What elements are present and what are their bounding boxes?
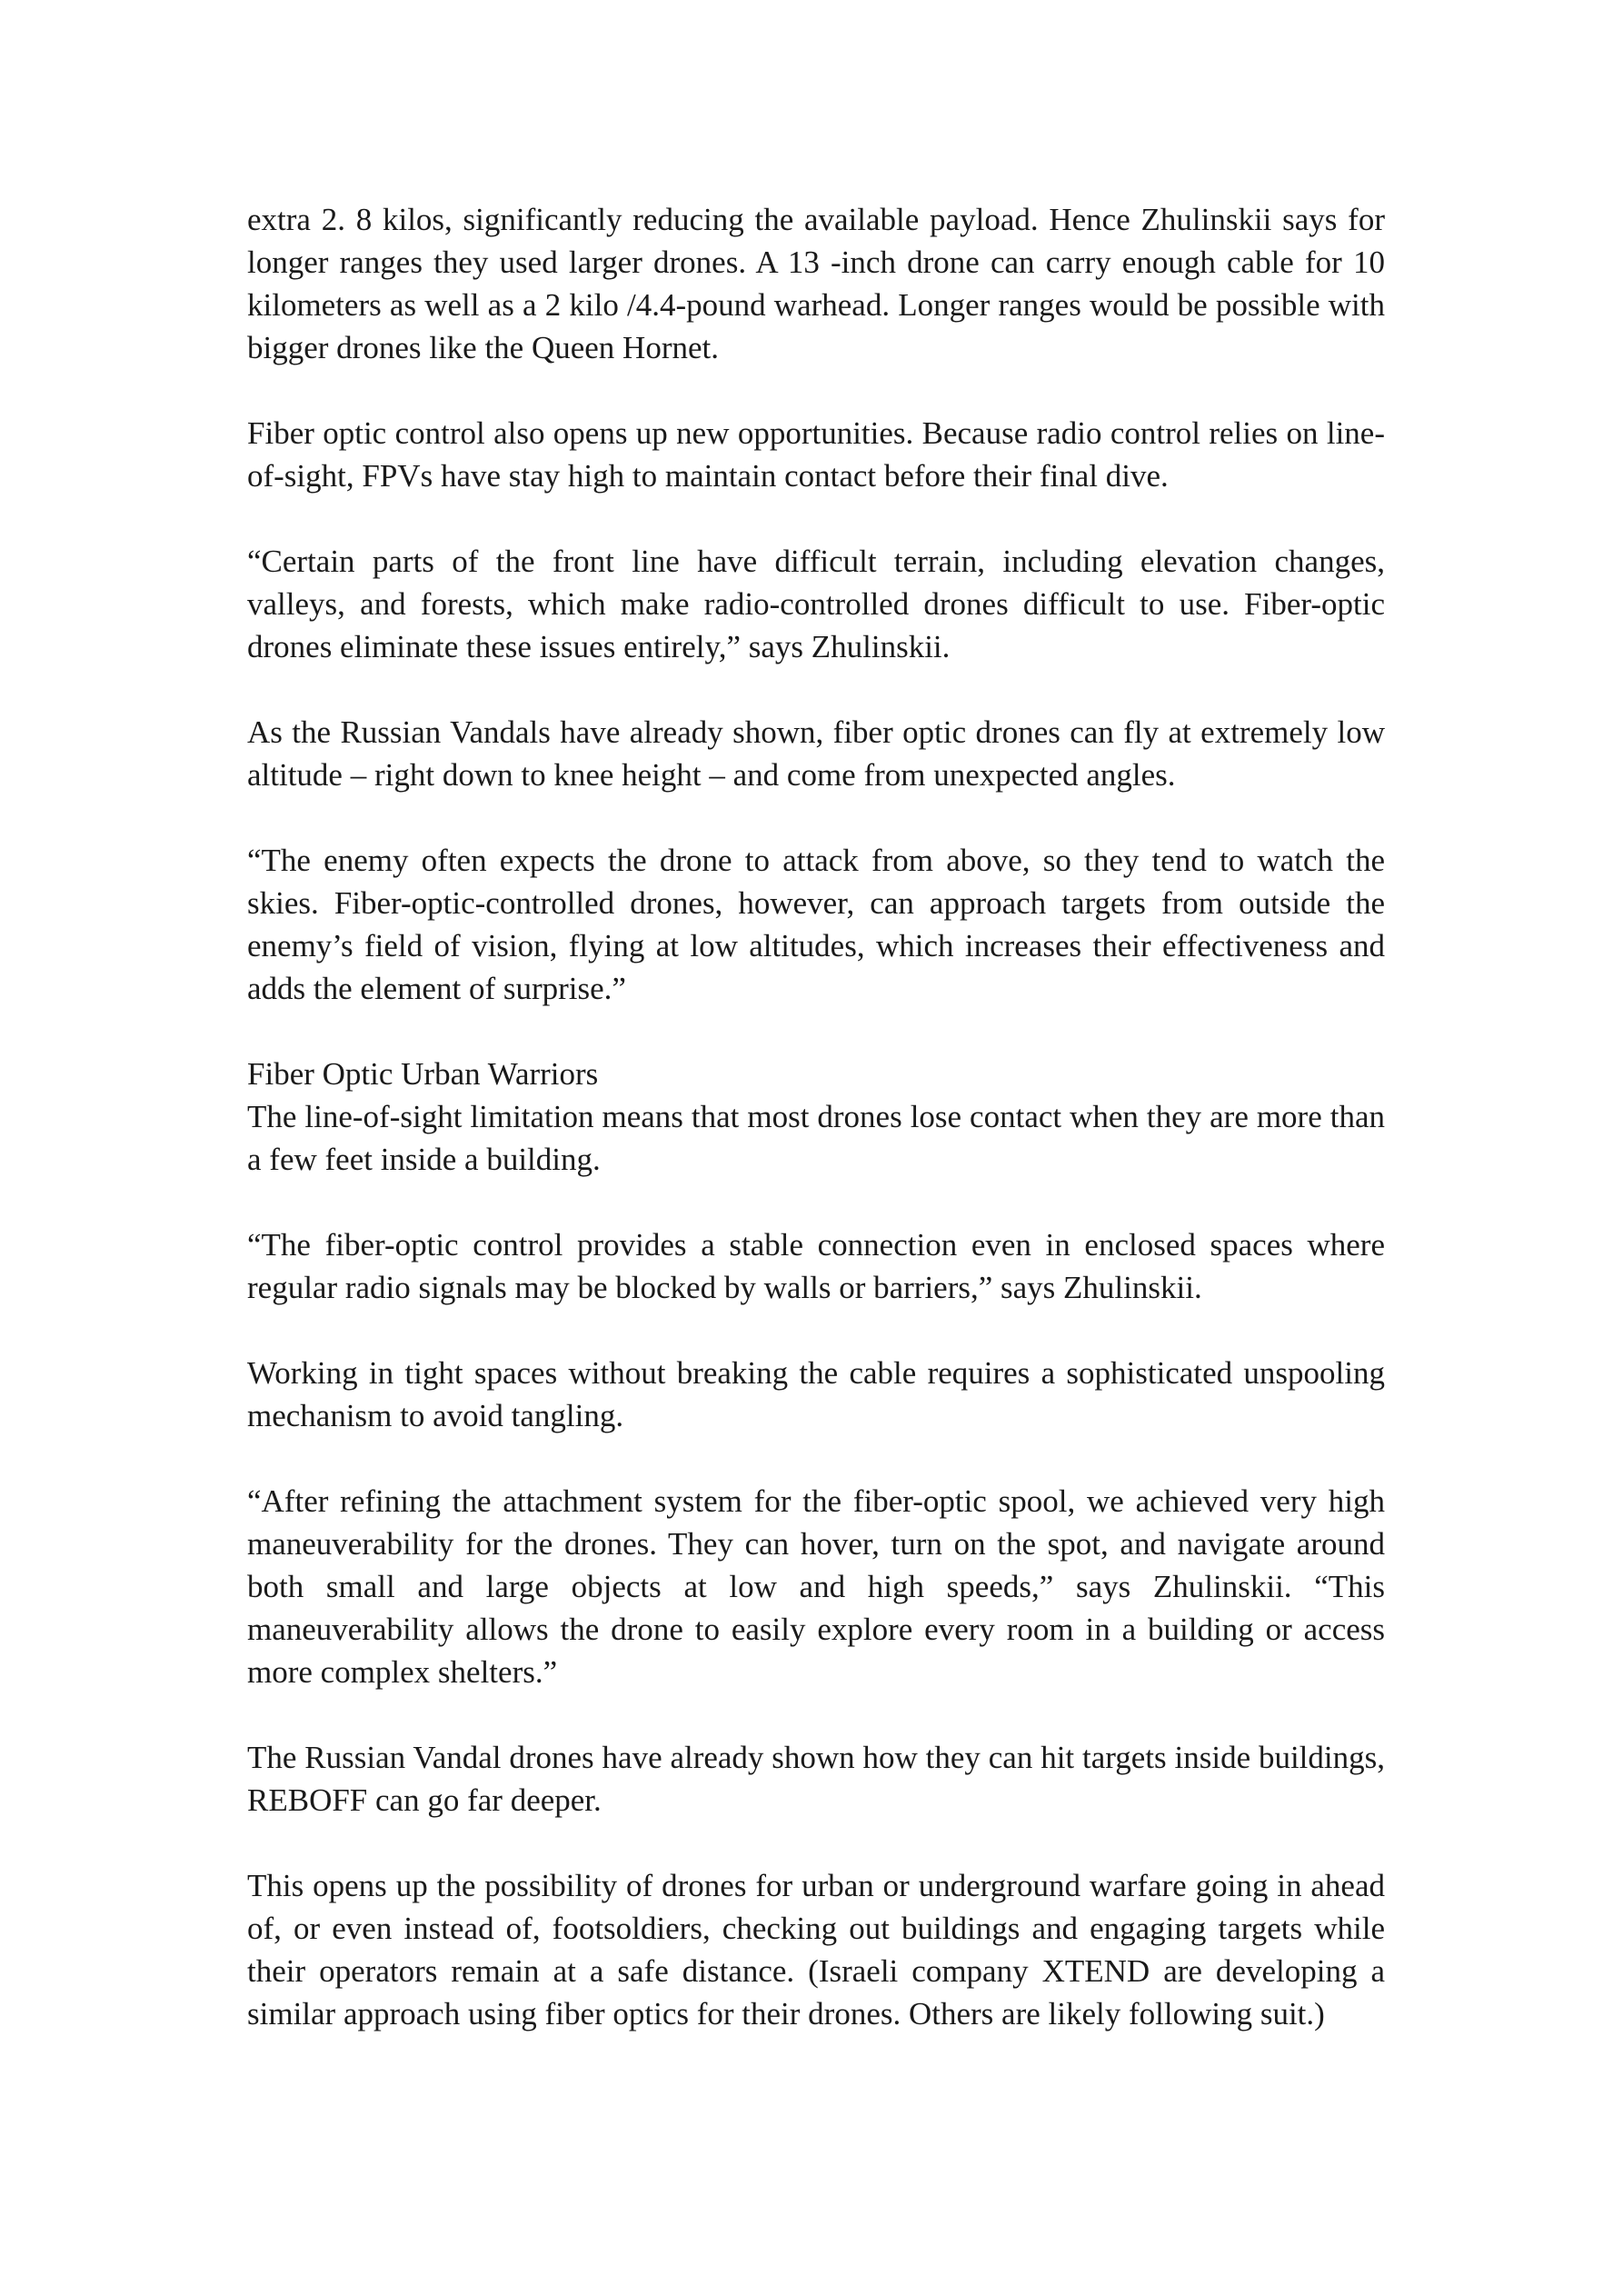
- paragraph-low-altitude: As the Russian Vandals have already shown, fiber optic drones can fly at extremely low altitude – right down to knee height – and come from unexpected angles.: [247, 714, 1385, 793]
- paragraph-fiber-optic-control: Fiber optic control also opens up new opportunities. Because radio control relies on line-of-sight, FPVs have stay high to maintain contact before their final dive.: [247, 415, 1385, 494]
- paragraph-stable-connection-quote: “The fiber-optic control provides a stable connection even in enclosed spaces where regular radio signals may be blocked by walls or barriers,” says Zhulinskii.: [247, 1227, 1385, 1305]
- paragraph-urban-warfare: This opens up the possibility of drones for urban or underground warfare going in ahead of, or even instead of, footsoldiers, checking out buildings and engaging targets while their operators remain at a safe distance. (Israeli company XTEND are developing a similar approach using fiber optics for their drones. Others are likely following suit.): [247, 1868, 1385, 2031]
- paragraph-unspooling: Working in tight spaces without breaking the cable requires a sophisticated unspooling mechanism to avoid tangling.: [247, 1355, 1385, 1433]
- paragraph-line-of-sight: The line-of-sight limitation means that most drones lose contact when they are more than a few feet inside a building.: [247, 1099, 1385, 1177]
- paragraph-maneuverability-quote: “After refining the attachment system for the fiber-optic spool, we achieved very high maneuverability for the drones. They can hover, turn on the spot, and navigate around both small and large objects at low and high speeds,” says Zhulinskii. “This maneuverability allows the drone to easily explore every room in a building or access more complex shelters.”: [247, 1483, 1385, 1690]
- paragraph-terrain-quote: “Certain parts of the front line have difficult terrain, including elevation changes, valleys, and forests, which make radio-controlled drones difficult to use. Fiber-optic drones eliminate these issues entirely,” says Zhulinskii.: [247, 544, 1385, 664]
- paragraph-payload: extra 2. 8 kilos, significantly reducing the available payload. Hence Zhulinskii says for longer ranges they used larger drones. A 13 -inch drone can carry enough cable for 10 kilometers as well as a 2 kilo /4.4-pound warhead. Longer ranges would be possible with bigger drones like the Queen Hornet.: [247, 202, 1385, 365]
- section-heading: Fiber Optic Urban Warriors: [247, 1056, 599, 1092]
- paragraph-surprise-quote: “The enemy often expects the drone to attack from above, so they tend to watch the skies. Fiber-optic-controlled drones, however, can approach targets from outside the enemy’s field of vision, flying at low altitudes, which increases their effectiveness and adds the element of surprise.”: [247, 843, 1385, 1006]
- paragraph-russian-vandal: The Russian Vandal drones have already shown how they can hit targets inside buildings, REBOFF can go far deeper.: [247, 1740, 1385, 1818]
- document-page: [247, 198, 1385, 2078]
